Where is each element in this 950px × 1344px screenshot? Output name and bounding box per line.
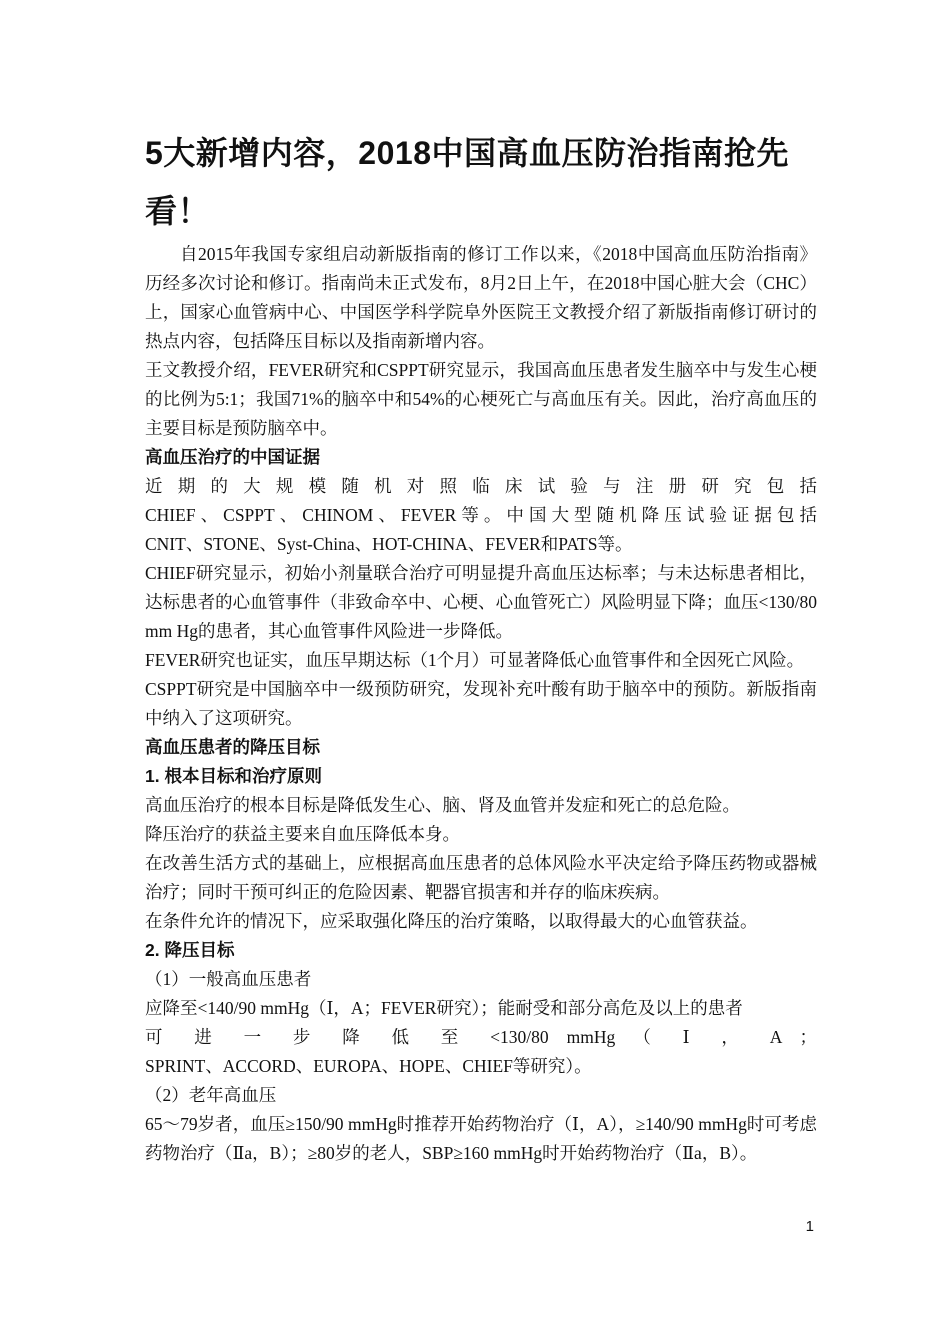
paragraph-fundamental-goal: 高血压治疗的根本目标是降低发生心、脑、肾及血管并发症和死亡的总危险。 [145,795,740,815]
page-number: 1 [805,1218,814,1235]
paragraph-trials-line2: CHIEF、CSPPT、CHINOM、FEVER等。中国大型随机降压试验证据包括 [145,505,817,525]
article-body [145,124,817,1168]
heading-bp-targets: 高血压患者的降压目标 [145,737,320,757]
paragraph-trials-line1: 近期的大规模随机对照临床试验与注册研究包括 [145,476,817,496]
paragraph-general-line2: 可 进 一 步 降 低 至 <130/80 mmHg （ Ⅰ ， A ； [145,1027,817,1047]
paragraph-stroke-ratio: 王文教授介绍，FEVER研究和CSPPT研究显示，我国高血压患者发生脑卒中与发生心梗的比例为5:1；我国71%的脑卒中和54%的心梗死亡与高血压有关。因此，治疗高血压的主要目标是预防脑卒中。 [145,360,817,438]
subheading-elderly: （2）老年高血压 [145,1085,277,1105]
paragraph-general-line1: 应降至<140/90 mmHg（Ⅰ，A；FEVER研究）；能耐受和部分高危及以上的患者 [145,998,743,1018]
heading-fundamental-goals: 1. 根本目标和治疗原则 [145,766,322,786]
heading-china-evidence: 高血压治疗的中国证据 [145,447,320,467]
paragraph-elderly: 65～79岁者，血压≥150/90 mmHg时推荐开始药物治疗（Ⅰ，A），≥140/90 mmHg时可考虑药物治疗（Ⅱa，B）；≥80岁的老人，SBP≥160 mmHg时开始药物治疗（Ⅱa，B）。 [145,1114,817,1163]
paragraph-general-line3: SPRINT、ACCORD、EUROPA、HOPE、CHIEF等研究）。 [145,1056,592,1076]
paragraph-chief: CHIEF研究显示，初始小剂量联合治疗可明显提升高血压达标率；与未达标患者相比，达标患者的心血管事件（非致命卒中、心梗、心血管死亡）风险明显下降；血压<130/80 mm Hg的患者，其心血管事件风险进一步降低。 [145,563,817,641]
subheading-general-patients: （1）一般高血压患者 [145,969,312,989]
paragraph-intensive: 在条件允许的情况下，应采取强化降压的治疗策略，以取得最大的心血管获益。 [145,911,758,931]
article-title: 5大新增内容，2018中国高血压防治指南抢先看！ [145,135,789,229]
paragraph-csppt: CSPPT研究是中国脑卒中一级预防研究，发现补充叶酸有助于脑卒中的预防。新版指南中纳入了这项研究。 [145,679,817,728]
paragraph-intro: 自2015年我国专家组启动新版指南的修订工作以来，《2018中国高血压防治指南》历经多次讨论和修订。指南尚未正式发布，8月2日上午，在2018中国心脏大会（CHC）上，国家心血管病中心、中国医学科学院阜外医院王文教授介绍了新版指南修订研讨的热点内容，包括降压目标以及指南新增内容。 [145,244,817,351]
paragraph-benefit: 降压治疗的获益主要来自血压降低本身。 [145,824,460,844]
heading-bp-goals: 2. 降压目标 [145,940,235,960]
paragraph-lifestyle: 在改善生活方式的基础上，应根据高血压患者的总体风险水平决定给予降压药物或器械治疗；同时干预可纠正的危险因素、靶器官损害和并存的临床疾病。 [145,853,817,902]
paragraph-fever: FEVER研究也证实，血压早期达标（1个月）可显著降低心血管事件和全因死亡风险。 [145,650,805,670]
paragraph-trials-line3: CNIT、STONE、Syst-China、HOT-CHINA、FEVER和PATS等。 [145,534,633,554]
